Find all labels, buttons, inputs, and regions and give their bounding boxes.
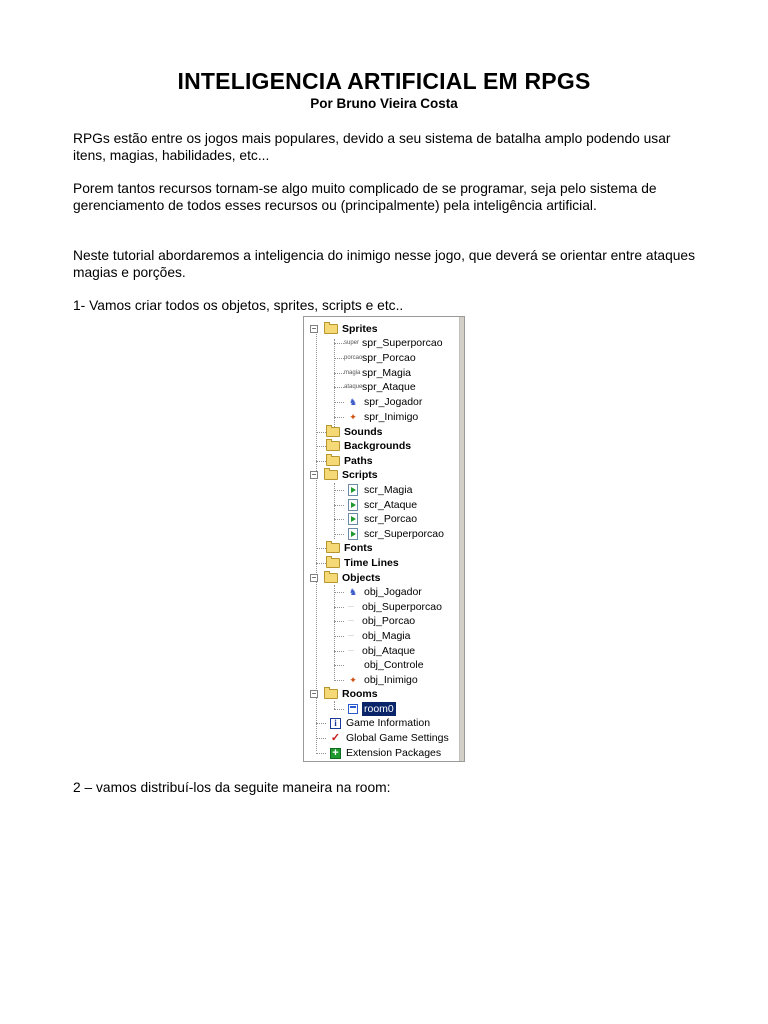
tree-item-sprite[interactable]: magia spr_Magia <box>334 366 411 380</box>
tree-item-object[interactable]: ✦ obj_Inimigo <box>334 673 418 687</box>
tree-item-object[interactable]: ··· obj_Superporcao <box>334 600 442 614</box>
folder-icon <box>326 558 340 568</box>
tree-item-sprite[interactable]: ♞ spr_Jogador <box>334 395 422 409</box>
tree-item-global-game-settings[interactable]: ✓ Global Game Settings <box>310 731 449 745</box>
object-thumbnail-icon: ··· <box>348 648 354 654</box>
folder-icon <box>326 543 340 553</box>
paragraph-step-2: 2 – vamos distribuí-los da seguite maneira na room: <box>73 780 391 795</box>
player-object-icon: ♞ <box>348 586 358 597</box>
object-thumbnail-icon: ··· <box>348 633 354 639</box>
script-icon <box>348 528 358 540</box>
tree-item-sprite[interactable]: ataque spr_Ataque <box>334 380 416 394</box>
tree-item-extension-packages[interactable]: + Extension Packages <box>310 746 441 760</box>
paragraph-intro: RPGs estão entre os jogos mais populares, devido a seu sistema de batalha amplo podendo usar itens, magias, habilidades, etc... <box>73 131 671 163</box>
folder-icon <box>326 456 340 466</box>
collapse-icon[interactable]: − <box>311 470 317 479</box>
tree-folder-rooms[interactable]: − Rooms <box>311 688 378 700</box>
checkmark-icon: ✓ <box>330 731 341 744</box>
collapse-icon[interactable]: − <box>311 324 317 333</box>
document-author: Por Bruno Vieira Costa <box>310 96 458 111</box>
tree-item-script[interactable]: scr_Porcao <box>334 512 417 526</box>
tree-folder-time-lines[interactable]: Time Lines <box>310 556 399 570</box>
tree-folder-scripts[interactable]: − Scripts <box>311 469 378 481</box>
tree-folder-fonts[interactable]: Fonts <box>310 541 373 555</box>
plus-icon: + <box>330 748 341 759</box>
paragraph-step-1: 1- Vamos criar todos os objetos, sprites, scripts e etc.. <box>73 298 404 313</box>
folder-open-icon <box>324 689 338 699</box>
sprite-thumbnail-icon: super <box>344 340 360 346</box>
sprite-thumbnail-icon: ataque <box>344 384 363 390</box>
tree-item-object[interactable]: ··· obj_Porcao <box>334 614 415 628</box>
tree-item-room[interactable]: room0 <box>334 702 396 716</box>
enemy-object-icon: ✦ <box>349 674 357 685</box>
collapse-icon[interactable]: − <box>311 573 317 582</box>
sprite-thumbnail-icon: magia <box>344 370 361 376</box>
script-icon <box>348 513 358 525</box>
folder-open-icon <box>324 324 338 334</box>
tree-folder-paths[interactable]: Paths <box>310 454 373 468</box>
room-icon <box>348 704 358 714</box>
folder-icon <box>326 427 340 437</box>
folder-open-icon <box>324 573 338 583</box>
tree-item-object[interactable]: ··· obj_Ataque <box>334 644 415 658</box>
tree-item-object[interactable]: obj_Controle <box>334 658 424 672</box>
tree-item-object[interactable]: ··· obj_Magia <box>334 629 410 643</box>
folder-open-icon <box>324 470 338 480</box>
tree-folder-objects[interactable]: − Objects <box>311 572 381 584</box>
tree-scrollbar[interactable] <box>459 317 464 761</box>
paragraph-problem: Porem tantos recursos tornam-se algo muito complicado de se programar, seja pelo sistema de gerenciamento de todos esses recursos ou (principalmente) pela inteligência artificial. <box>73 181 657 213</box>
tree-item-script[interactable]: scr_Magia <box>334 483 412 497</box>
player-sprite-icon: ♞ <box>348 396 358 407</box>
tree-item-script[interactable]: scr_Superporcao <box>334 527 444 541</box>
sprite-thumbnail-icon: porcao <box>344 355 363 361</box>
enemy-sprite-icon: ✦ <box>349 411 357 422</box>
collapse-icon[interactable]: − <box>311 689 317 698</box>
object-thumbnail-icon: ··· <box>348 604 354 610</box>
folder-icon <box>326 441 340 451</box>
script-icon <box>348 499 358 511</box>
resource-tree <box>303 316 465 762</box>
object-thumbnail-icon: ··· <box>348 618 354 624</box>
tree-item-sprite[interactable]: porcao spr_Porcao <box>334 351 416 365</box>
paragraph-objective: Neste tutorial abordaremos a inteligencia do inimigo nesse jogo, que deverá se orientar entre ataques magias e porções. <box>73 248 696 280</box>
tree-item-sprite[interactable]: super spr_Superporcao <box>334 336 443 350</box>
tree-item-game-information[interactable]: i Game Information <box>310 716 430 730</box>
tree-folder-sprites[interactable]: − Sprites <box>311 323 378 335</box>
tree-item-script[interactable]: scr_Ataque <box>334 498 417 512</box>
tree-folder-backgrounds[interactable]: Backgrounds <box>310 439 411 453</box>
script-icon <box>348 484 358 496</box>
tree-item-sprite[interactable]: ✦ spr_Inimigo <box>334 410 418 424</box>
tree-folder-sounds[interactable]: Sounds <box>310 425 383 439</box>
document-title: INTELIGENCIA ARTIFICIAL EM RPGS <box>177 68 591 94</box>
info-icon: i <box>330 718 341 729</box>
tree-item-object[interactable]: ♞ obj_Jogador <box>334 585 422 599</box>
